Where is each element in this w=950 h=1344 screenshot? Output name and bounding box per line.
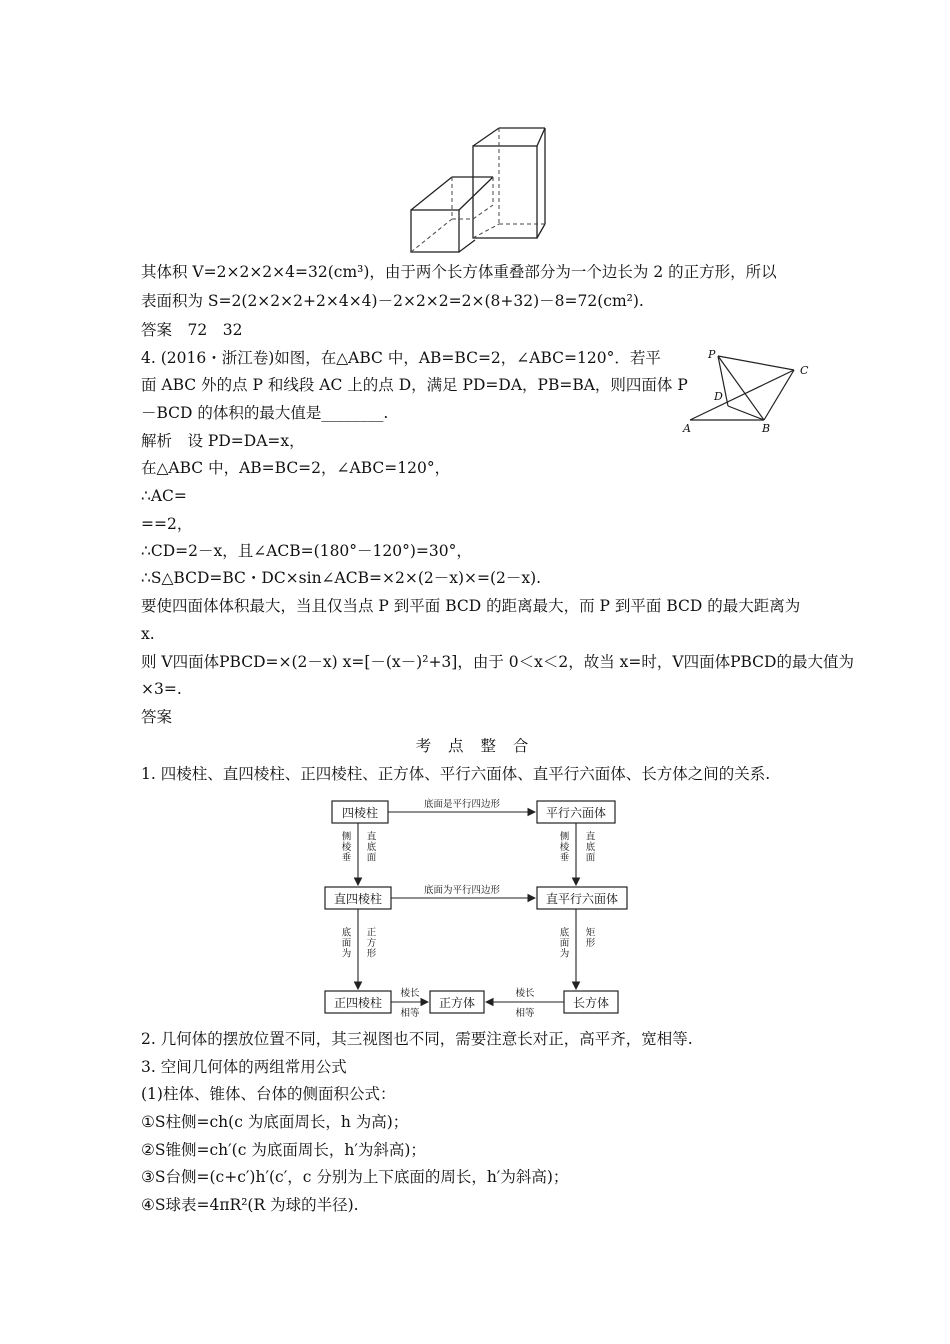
formula-1: ①S柱侧=ch(c 为底面周长，h 为高)； bbox=[141, 1113, 409, 1131]
node-zhisiling: 直四棱柱 bbox=[333, 892, 383, 906]
stacked-cuboids-figure bbox=[405, 122, 555, 257]
label-c: C bbox=[800, 364, 809, 377]
edge-left2-b: 正方形 bbox=[364, 927, 376, 959]
node-siling: 四棱柱 bbox=[341, 806, 379, 820]
edge-right1-a: 侧棱垂 bbox=[557, 831, 569, 863]
section-title: 考 点 整 合 bbox=[415, 737, 535, 755]
edge-bottom-left-1: 棱长 bbox=[400, 988, 420, 999]
problem-4-line-2: 面 ABC 外的点 P 和线段 AC 上的点 D，满足 PD=DA，PB=BA，则四面体 P bbox=[141, 376, 688, 394]
edge-right2-a: 底面为 bbox=[557, 927, 569, 959]
solution4-l2: 在△ABC 中，AB=BC=2，∠ABC=120°， bbox=[141, 459, 451, 477]
label-b: B bbox=[762, 422, 771, 434]
answer-line: 答案 72 32 bbox=[141, 321, 243, 339]
label-d: D bbox=[714, 390, 723, 403]
node-pingxing: 平行六面体 bbox=[545, 806, 607, 820]
node-zhipingxing: 直平行六面体 bbox=[545, 892, 619, 906]
formula-2: ②S锥侧=ch′(c 为底面周长，h′为斜高)； bbox=[141, 1141, 426, 1159]
solution4-l9: 则 V四面体PBCD=×(2－x) x=[－(x－)²+3]，由于 0＜x＜2，故当 x=时，V四面体PBCD的最大值为 bbox=[141, 653, 854, 671]
point-3a: (1)柱体、锥体、台体的侧面积公式： bbox=[141, 1085, 396, 1103]
point-1: 1. 四棱柱、直四棱柱、正四棱柱、正方体、平行六面体、直平行六面体、长方体之间的关系. bbox=[141, 765, 771, 783]
point-2: 2. 几何体的摆放位置不同，其三视图也不同，需要注意长对正，高平齐，宽相等. bbox=[141, 1030, 693, 1048]
edge-top-label: 底面是平行四边形 bbox=[423, 799, 501, 810]
formula-4: ④S球表=4πR²(R 为球的半径). bbox=[141, 1196, 359, 1214]
node-zhengfangti: 正方体 bbox=[438, 996, 476, 1010]
solution4-l3: ∴AC= bbox=[141, 487, 187, 505]
solution-volume-line: 其体积 V=2×2×2×4=32(cm³)，由于两个长方体重叠部分为一个边长为 2 的正方形，所以 bbox=[141, 263, 777, 281]
solution4-l4: ==2， bbox=[141, 515, 193, 533]
solution4-l5: ∴CD=2－x，且∠ACB=(180°－120°)=30°， bbox=[141, 542, 472, 560]
problem-4-line-1: 4. (2016・浙江卷)如图，在△ABC 中，AB=BC=2，∠ABC=120°．若平 bbox=[141, 349, 661, 367]
edge-bottom-left-2: 相等 bbox=[400, 1008, 420, 1019]
node-changfangti: 长方体 bbox=[572, 996, 610, 1010]
solution4-l8: x. bbox=[141, 625, 155, 643]
node-zhengsiling: 正四棱柱 bbox=[333, 996, 383, 1010]
solution4-l7: 要使四面体体积最大，当且仅当点 P 到平面 BCD 的距离最大，而 P 到平面 BCD 的最大距离为 bbox=[141, 597, 801, 615]
label-p: P bbox=[708, 348, 716, 361]
edge-left1-b: 直底面 bbox=[364, 831, 376, 863]
edge-bottom-right-1: 棱长 bbox=[515, 988, 535, 999]
solution4-answer: 答案 bbox=[141, 708, 173, 726]
edge-right2-b: 矩形 bbox=[583, 927, 595, 948]
edge-right1-b: 直底面 bbox=[583, 831, 595, 863]
tetrahedron-figure bbox=[680, 348, 820, 434]
edge-left1-a: 侧棱垂 bbox=[339, 831, 351, 863]
edge-middle-label: 底面为平行四边形 bbox=[423, 885, 501, 896]
edge-bottom-right-2: 相等 bbox=[515, 1008, 535, 1019]
edge-left2-a: 底面为 bbox=[339, 927, 351, 959]
solution4-l1: 解析 设 PD=DA=x， bbox=[141, 432, 305, 450]
formula-3: ③S台侧=(c+c′)h′(c′，c 分别为上下底面的周长，h′为斜高)； bbox=[141, 1168, 569, 1186]
solution4-l10: ×3=. bbox=[141, 680, 182, 698]
solution-surface-line: 表面积为 S=2(2×2×2+2×4×4)－2×2×2=2×(8+32)－8=72(cm²). bbox=[141, 292, 644, 310]
label-a: A bbox=[683, 422, 691, 434]
problem-4-line-3: －BCD 的体积的最大值是________. bbox=[141, 404, 389, 422]
solid-relationship-flowchart bbox=[320, 795, 630, 1020]
point-3: 3. 空间几何体的两组常用公式 bbox=[141, 1058, 347, 1076]
solution4-l6: ∴S△BCD=BC・DC×sin∠ACB=×2×(2－x)×=(2－x). bbox=[141, 569, 542, 587]
